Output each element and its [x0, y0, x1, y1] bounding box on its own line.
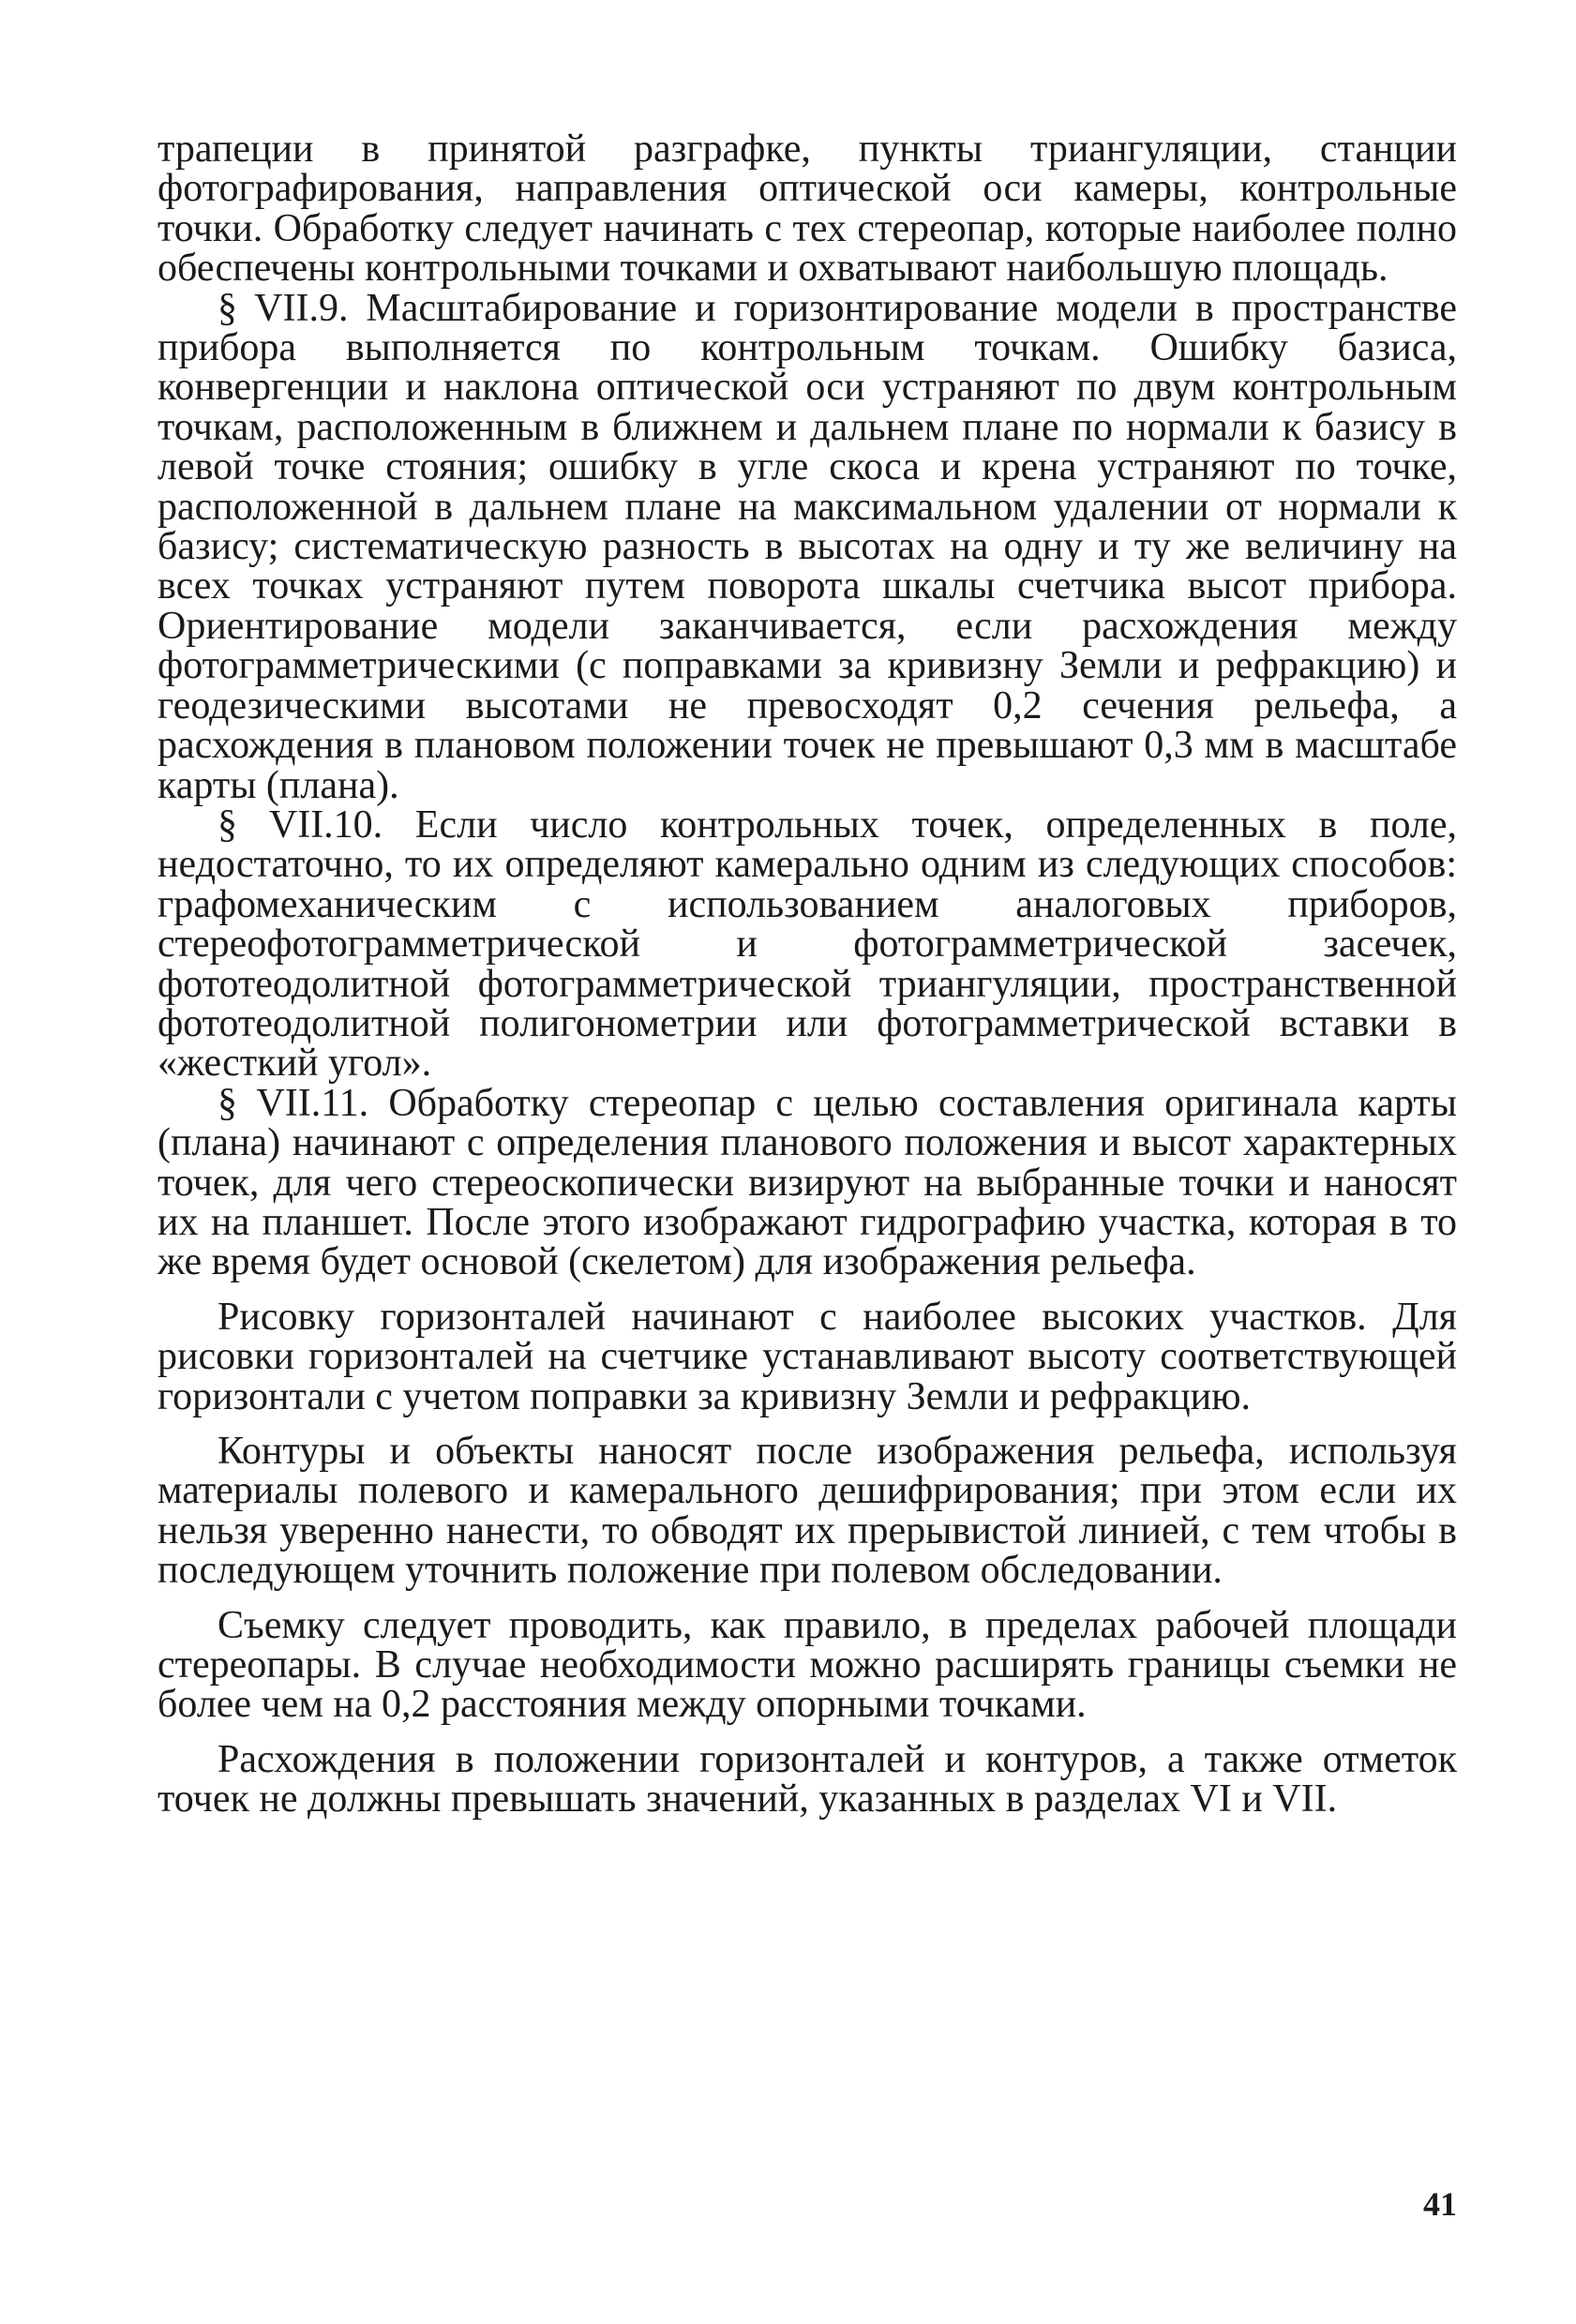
page-number: 41: [1423, 2185, 1457, 2223]
paragraph-continuation: трапеции в принятой разграфке, пункты триангуляции, станции фотографирования, направления оптической оси камеры, контрольные точки. Обработку следует начинать с тех стереопар, которые наиболее полно обеспечены контрольными точками и охватывают наибольшую площадь.: [158, 127, 1457, 291]
paragraph-section-vii-11: § VII.11. Обработку стереопар с целью составления оригинала карты (плана) начинают с определения планового положения и высот характерных точек, для чего стереоскопически визируют на выбранные точки и наносят их на планшет. После этого изображают гидрографию участка, которая в то же время будет основой (скелетом) для изображения рельефа.: [158, 1081, 1457, 1284]
paragraph-contours-objects: Контуры и объекты наносят после изображения рельефа, используя материалы полевого и камерального дешифрирования; при этом если их нельзя уверенно нанести, то обводят их прерывистой линией, с тем чтобы в последующем уточнить положение при полевом обследовании.: [158, 1430, 1457, 1593]
paragraph-contour-drawing: Рисовку горизонталей начинают с наиболее высоких участков. Для рисовки горизонталей на счетчике устанавливают высоту соответствующей горизонтали с учетом поправки за кривизну Земли и рефракцию.: [158, 1295, 1457, 1418]
paragraph-section-vii-10: § VII.10. Если число контрольных точек, определенных в поле, недостаточно, то их определяют камерально одним из следующих способов: графомеханическим с использованием аналоговых приборов, стереофотограмметрической и фотограмметрической засечек, фототеодолитной фотограмметрической триангуляции, пространственной фототеодолитной полигонометрии или фотограмметрической вставки в «жесткий угол».: [158, 802, 1457, 1086]
paragraph-section-vii-9: § VII.9. Масштабирование и горизонтирование модели в пространстве прибора выполняется по контрольным точкам. Ошибку базиса, конвергенции и наклона оптической оси устраняют по двум контрольным точкам, расположенным в ближнем и дальнем плане по нормали к базису в левой точке стояния; ошибку в угле скоса и крена устраняют по точке, расположенной в дальнем плане на максимальном удалении от нормали к базису; систематическую разность в высотах на одну и ту же величину на всех точках устраняют путем поворота шкалы счетчика высот прибора. Ориентирование модели заканчивается, если расхождения между фотограмметрическими (с поправками за кривизну Земли и рефракцию) и геодезическими высотами не превосходят 0,2 сечения рельефа, а расхождения в плановом положении точек не превышают 0,3 мм в масштабе карты (плана).: [158, 286, 1457, 807]
page-body: [158, 129, 1457, 1820]
paragraph-survey-area: Съемку следует проводить, как правило, в пределах рабочей площади стереопары. В случае необходимости можно расширять границы съемки не более чем на 0,2 расстояния между опорными точками.: [158, 1603, 1457, 1727]
paragraph-discrepancies: Расхождения в положении горизонталей и контуров, а также отметок точек не должны превышать значений, указанных в разделах VI и VII.: [158, 1737, 1457, 1822]
